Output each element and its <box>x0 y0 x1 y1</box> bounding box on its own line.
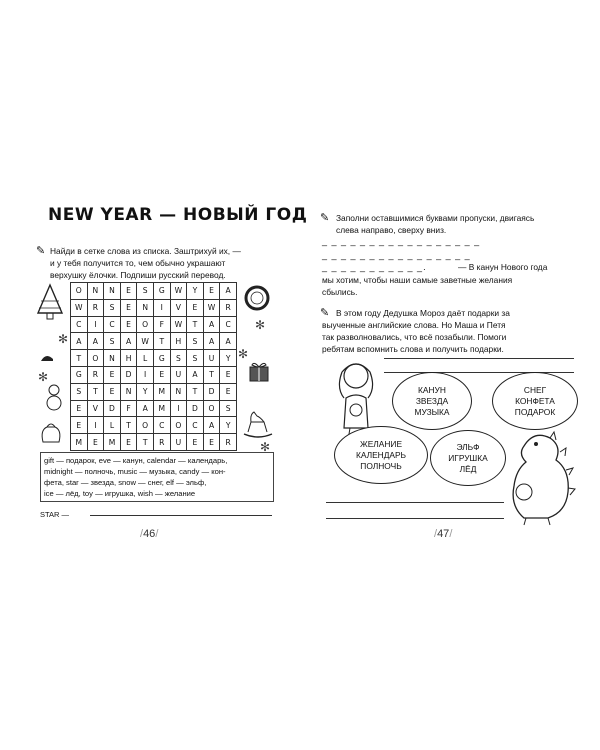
grid-cell[interactable]: C <box>187 417 204 434</box>
task2-line-4: ребятам вспомнить слова и получить подарки. <box>322 344 504 354</box>
grid-cell[interactable]: O <box>203 400 220 417</box>
grid-cell[interactable]: U <box>203 350 220 367</box>
grid-cell[interactable]: M <box>104 434 121 451</box>
answer-line[interactable] <box>326 502 504 503</box>
grid-cell[interactable]: I <box>137 366 154 383</box>
word-list-line: фета, star — звезда, snow — снег, elf — эльф, <box>44 478 207 487</box>
fill-in-row[interactable]: _ _ _ _ _ _ _ _ _ _ _ _ _ _ _ _ <box>322 250 471 260</box>
grid-cell[interactable]: L <box>137 350 154 367</box>
grid-cell[interactable]: N <box>170 383 187 400</box>
grid-row <box>71 350 237 367</box>
grid-cell[interactable]: N <box>104 350 121 367</box>
grid-cell[interactable]: C <box>153 417 170 434</box>
grid-cell[interactable]: N <box>120 383 137 400</box>
pencil-icon: ✎ <box>320 307 330 319</box>
grid-cell[interactable]: R <box>87 366 104 383</box>
pencil-icon: ✎ <box>320 212 330 224</box>
grid-cell[interactable]: M <box>71 434 88 451</box>
page-title: NEW YEAR — НОВЫЙ ГОД <box>48 205 308 225</box>
grid-cell[interactable]: S <box>187 350 204 367</box>
grid-cell[interactable]: N <box>87 283 104 300</box>
snowflake-icon: ✻ <box>260 440 271 454</box>
grid-cell[interactable]: U <box>170 366 187 383</box>
grid-cell[interactable]: T <box>120 417 137 434</box>
grid-cell[interactable]: A <box>203 333 220 350</box>
grid-cell[interactable]: T <box>137 434 154 451</box>
grid-cell[interactable]: A <box>203 417 220 434</box>
word-list-line: gift — подарок, eve — канун, calendar — календарь, <box>44 456 228 465</box>
task-line-2: и у тебя получится то, чем обычно украшают <box>50 258 226 268</box>
dragon-toy-icon <box>504 426 578 526</box>
grid-cell[interactable]: T <box>187 383 204 400</box>
grid-cell[interactable]: E <box>120 283 137 300</box>
task-line-1: Найди в сетке слова из списка. Заштрихуй их, — <box>50 246 241 256</box>
grid-cell[interactable]: O <box>71 283 88 300</box>
answer-line[interactable] <box>384 358 574 359</box>
grid-cell[interactable]: R <box>220 434 237 451</box>
page-number: /47/ <box>434 528 453 540</box>
grid-cell[interactable]: M <box>153 383 170 400</box>
grid-cell[interactable]: E <box>104 366 121 383</box>
grid-cell[interactable]: S <box>187 333 204 350</box>
grid-cell[interactable]: S <box>220 400 237 417</box>
grid-cell[interactable]: C <box>71 316 88 333</box>
snowflake-icon: ✻ <box>238 347 249 361</box>
grid-cell[interactable]: O <box>137 316 154 333</box>
grid-cell[interactable]: E <box>203 283 220 300</box>
grid-cell[interactable]: C <box>220 316 237 333</box>
grid-row <box>71 316 237 333</box>
grid-cell[interactable]: A <box>87 333 104 350</box>
grid-cell[interactable]: A <box>220 333 237 350</box>
grid-cell[interactable]: E <box>120 299 137 316</box>
grid-cell[interactable]: E <box>71 417 88 434</box>
word-list-line: ice — лёд, toy — игрушка, wish — желание <box>44 489 196 498</box>
grid-cell[interactable]: D <box>120 366 137 383</box>
grid-cell[interactable]: G <box>153 350 170 367</box>
grid-cell[interactable]: C <box>104 316 121 333</box>
grid-cell[interactable]: R <box>153 434 170 451</box>
wreath-icon <box>242 282 272 314</box>
snowflake-icon: ✻ <box>38 370 49 384</box>
grid-cell[interactable]: W <box>137 333 154 350</box>
task-line-3: верхушку ёлочки. Подпиши русский перевод. <box>50 270 226 280</box>
toy-sack-icon <box>38 418 64 444</box>
grid-cell[interactable]: F <box>153 316 170 333</box>
snowflake-icon: ✻ <box>58 332 69 346</box>
grid-cell[interactable]: A <box>120 333 137 350</box>
sentence-line: мы хотим, чтобы наши самые заветные желания <box>322 275 513 285</box>
grid-cell[interactable]: E <box>71 400 88 417</box>
grid-cell[interactable]: Y <box>220 417 237 434</box>
grid-cell[interactable]: N <box>104 283 121 300</box>
grid-cell[interactable]: V <box>87 400 104 417</box>
grid-cell[interactable]: E <box>120 434 137 451</box>
task1-line-2: слева направо, сверху вниз. <box>336 225 447 235</box>
task2-line-1: В этом году Дедушка Мороз даёт подарки за <box>336 308 510 318</box>
grid-row <box>71 400 237 417</box>
grid-row <box>71 417 237 434</box>
grid-cell[interactable]: T <box>203 366 220 383</box>
grid-cell[interactable]: W <box>203 299 220 316</box>
star-answer-row <box>40 510 69 519</box>
grid-cell[interactable]: I <box>153 299 170 316</box>
grid-cell[interactable]: S <box>137 283 154 300</box>
grid-row <box>71 283 237 300</box>
grid-cell[interactable]: A <box>203 316 220 333</box>
christmas-tree-icon <box>35 283 65 323</box>
task1-line-1: Заполни оставшимися буквами пропуски, двигаясь <box>336 213 535 223</box>
grid-cell[interactable]: T <box>187 316 204 333</box>
grid-cell[interactable]: E <box>120 316 137 333</box>
grid-cell[interactable]: T <box>153 333 170 350</box>
grid-cell[interactable]: R <box>220 299 237 316</box>
grid-row <box>71 299 237 316</box>
speech-bubble: ЖЕЛАНИЕ КАЛЕНДАРЬ ПОЛНОЧЬ <box>334 426 428 484</box>
grid-row <box>71 366 237 383</box>
grid-cell[interactable]: E <box>104 383 121 400</box>
grid-cell[interactable]: Y <box>137 383 154 400</box>
grid-row <box>71 434 237 451</box>
right-page <box>300 0 600 750</box>
grid-cell[interactable]: E <box>187 434 204 451</box>
word-list-line: midnight — полночь, music — музыка, candy — кон- <box>44 467 226 476</box>
star-label: STAR — <box>40 510 70 519</box>
sentence-line: сбылись. <box>322 287 358 297</box>
grid-cell[interactable]: D <box>203 383 220 400</box>
grid-cell[interactable]: T <box>71 350 88 367</box>
snowman-icon <box>44 382 64 412</box>
grid-cell[interactable]: U <box>170 434 187 451</box>
grid-cell[interactable]: S <box>71 383 88 400</box>
answer-line[interactable] <box>326 518 504 519</box>
grid-cell[interactable]: W <box>170 316 187 333</box>
grid-cell[interactable]: R <box>87 299 104 316</box>
grid-cell[interactable]: H <box>120 350 137 367</box>
grid-cell[interactable]: H <box>170 333 187 350</box>
gift-box-icon <box>248 360 270 382</box>
speech-bubble: КАНУН ЗВЕЗДА МУЗЫКА <box>392 372 472 430</box>
grid-cell[interactable]: Y <box>220 350 237 367</box>
answer-line[interactable] <box>90 515 272 516</box>
grid-cell[interactable]: V <box>170 299 187 316</box>
grid-cell[interactable]: D <box>187 400 204 417</box>
grid-cell[interactable]: O <box>170 417 187 434</box>
fill-in-row[interactable]: _ _ _ _ _ _ _ _ _ _ _ _ _ _ _ _ _ <box>322 236 481 246</box>
grid-cell[interactable]: E <box>87 434 104 451</box>
grid-cell[interactable]: E <box>203 434 220 451</box>
grid-cell[interactable]: S <box>170 350 187 367</box>
grid-cell[interactable]: D <box>104 400 121 417</box>
grid-cell[interactable]: I <box>87 417 104 434</box>
task2-line-3: так разволновались, что всё позабыли. Помоги <box>322 332 507 342</box>
grid-cell[interactable]: O <box>87 350 104 367</box>
grid-cell[interactable]: G <box>153 283 170 300</box>
grid-cell[interactable]: E <box>187 299 204 316</box>
sentence-part: — В канун Нового года <box>458 262 548 272</box>
rocking-horse-icon <box>240 408 276 438</box>
page-number: /46/ <box>140 528 159 540</box>
grid-cell[interactable]: O <box>137 417 154 434</box>
speech-bubble: ЭЛЬФ ИГРУШКА ЛЁД <box>430 430 506 486</box>
speech-bubble: СНЕГ КОНФЕТА ПОДАРОК <box>492 372 578 430</box>
grid-cell[interactable]: A <box>220 283 237 300</box>
grid-cell[interactable]: Y <box>187 283 204 300</box>
grid-cell[interactable]: G <box>71 366 88 383</box>
grid-cell[interactable]: E <box>153 366 170 383</box>
snowflake-icon: ✻ <box>255 318 266 332</box>
grid-cell[interactable]: T <box>87 383 104 400</box>
grid-cell[interactable]: W <box>170 283 187 300</box>
grid-cell[interactable]: S <box>104 333 121 350</box>
grid-cell[interactable]: E <box>220 366 237 383</box>
grid-cell[interactable]: E <box>220 383 237 400</box>
grid-cell[interactable]: I <box>170 400 187 417</box>
grid-cell[interactable]: L <box>104 417 121 434</box>
pencil-icon: ✎ <box>36 245 46 257</box>
grid-cell[interactable]: F <box>120 400 137 417</box>
grid-cell[interactable]: I <box>87 316 104 333</box>
grid-cell[interactable]: W <box>71 299 88 316</box>
grid-cell[interactable]: A <box>187 366 204 383</box>
santa-hat-icon <box>40 352 54 362</box>
task2-line-2: выученные английские слова. Но Маша и Петя <box>322 320 506 330</box>
grid-cell[interactable]: N <box>137 299 154 316</box>
grid-cell[interactable]: S <box>104 299 121 316</box>
grid-cell[interactable]: M <box>153 400 170 417</box>
grid-row <box>71 383 237 400</box>
grid-cell[interactable]: A <box>71 333 88 350</box>
fill-in-row[interactable]: _ _ _ _ _ _ _ _ _ _ _. <box>322 262 427 272</box>
word-list-box <box>40 452 274 502</box>
grid-cell[interactable]: A <box>137 400 154 417</box>
grid-row <box>71 333 237 350</box>
word-search-grid <box>70 282 237 451</box>
